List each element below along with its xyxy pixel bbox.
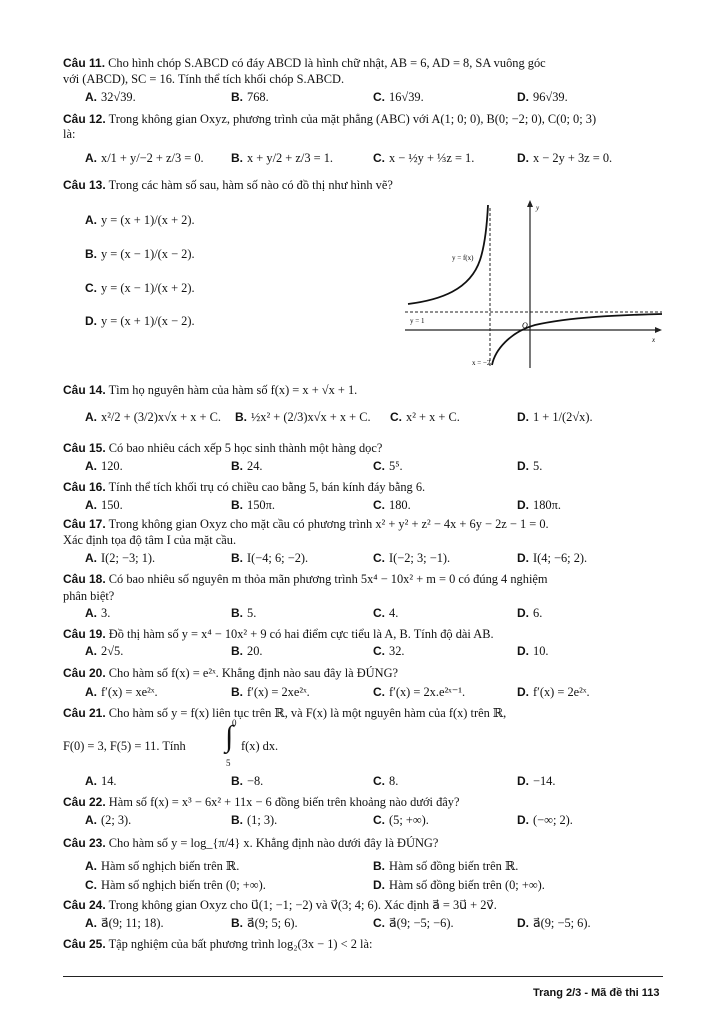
option-b[interactable]: B. 5.: [231, 606, 257, 620]
option-a[interactable]: A. f′(x) = xe²ˣ.: [85, 685, 158, 699]
question-21-line2: [63, 739, 685, 754]
asymptote-h-label: y = 1: [410, 317, 425, 325]
option-b[interactable]: B. (1; 3).: [231, 813, 278, 827]
question-label: Câu 14.: [63, 383, 106, 397]
question-22: [63, 795, 685, 810]
question-12-line2: [63, 127, 685, 142]
option-b[interactable]: B. Hàm số đồng biến trên ℝ.: [373, 859, 519, 873]
origin-label: O: [522, 321, 528, 330]
question-18-options: [85, 606, 695, 622]
question-12: [63, 112, 685, 127]
question-24: [63, 898, 685, 913]
integral-lower-bound: 5: [226, 758, 231, 768]
question-text: Cho hàm số y = f(x) liên tục trên ℝ, và F(x) là một nguyên hàm của f(x) trên ℝ,: [108, 706, 507, 720]
x-axis-label: x: [652, 336, 656, 344]
question-11-options: [85, 90, 695, 106]
graph-left-branch: [408, 205, 488, 304]
question-text: phân biệt?: [63, 589, 115, 603]
option-b[interactable]: B. a⃗(9; 5; 6).: [231, 916, 298, 930]
question-16: [63, 480, 685, 495]
question-15: [63, 441, 685, 456]
question-text: Cho hình chóp S.ABCD có đáy ABCD là hình chữ nhật, AB = 6, AD = 8, SA vuông góc: [108, 56, 546, 70]
question-label: Câu 23.: [63, 836, 106, 850]
question-label: Câu 20.: [63, 666, 106, 680]
option-a[interactable]: A. (2; 3).: [85, 813, 132, 827]
option-c[interactable]: C. 5⁵.: [373, 459, 403, 473]
function-graph: [400, 200, 665, 370]
curve-label: y = f(x): [452, 254, 474, 262]
question-label: Câu 25.: [63, 937, 106, 951]
option-d[interactable]: D. 6.: [517, 606, 543, 620]
integral-expression: f(x) dx.: [241, 739, 279, 753]
option-b[interactable]: B. 768.: [231, 90, 269, 104]
option-a[interactable]: A. 150.: [85, 498, 123, 512]
question-text: Tập nghiệm của bất phương trình log₂(3x − 1) < 2 là:: [108, 937, 373, 951]
option-d[interactable]: D. a⃗(9; −5; 6).: [517, 916, 591, 930]
asymptote-v-label: x = −2: [472, 359, 491, 367]
option-d[interactable]: D. Hàm số đồng biến trên (0; +∞).: [373, 878, 545, 892]
question-text: Trong không gian Oxyz, phương trình của mặt phẳng (ABC) với A(1; 0; 0), B(0; −2; 0), C(0; 0; 3): [108, 112, 597, 126]
question-14: [63, 383, 685, 398]
question-label: Câu 19.: [63, 627, 106, 641]
option-c[interactable]: C. a⃗(9; −5; −6).: [373, 916, 454, 930]
option-d[interactable]: D. x − 2y + 3z = 0.: [517, 151, 613, 165]
option-d[interactable]: D. 96√39.: [517, 90, 568, 104]
option-a[interactable]: A. 2√5.: [85, 644, 124, 658]
option-a[interactable]: A. 14.: [85, 774, 117, 788]
option-a[interactable]: A. 32√39.: [85, 90, 136, 104]
option-a[interactable]: A. y = (x + 1)/(x + 2).: [85, 213, 195, 227]
option-c[interactable]: C. 8.: [373, 774, 399, 788]
question-18: [63, 572, 685, 587]
question-text: Hàm số f(x) = x³ − 6x² + 11x − 6 đồng biến trên khoảng nào dưới đây?: [108, 795, 460, 809]
option-b[interactable]: B. 20.: [231, 644, 263, 658]
option-d[interactable]: D. I(4; −6; 2).: [517, 551, 588, 565]
option-c[interactable]: C. I(−2; 3; −1).: [373, 551, 451, 565]
option-b[interactable]: B. 150π.: [231, 498, 275, 512]
option-b[interactable]: B. x + y/2 + z/3 = 1.: [231, 151, 334, 165]
question-text: Cho hàm số y = log_{π/4} x. Khẳng định nào dưới đây là ĐÚNG?: [108, 836, 439, 850]
question-text: Trong không gian Oxyz cho mặt cầu có phương trình x² + y² + z² − 4x + 6y − 2z − 1 = 0.: [108, 517, 549, 531]
question-11: [63, 56, 685, 71]
option-d[interactable]: D. 10.: [517, 644, 549, 658]
question-label: Câu 16.: [63, 480, 106, 494]
question-label: Câu 11.: [63, 56, 106, 70]
x-axis-arrow: [655, 327, 662, 333]
question-23-options-row1: [85, 859, 695, 875]
question-label: Câu 24.: [63, 898, 106, 912]
question-24-options: [85, 916, 695, 932]
question-19-options: [85, 644, 695, 660]
question-18-line2: [63, 589, 685, 604]
question-22-options: [85, 813, 695, 829]
option-c[interactable]: C. 4.: [373, 606, 399, 620]
option-d[interactable]: D. y = (x + 1)/(x − 2).: [85, 314, 195, 328]
question-text: Tìm họ nguyên hàm của hàm số f(x) = x + √x + 1.: [108, 383, 358, 397]
question-label: Câu 17.: [63, 517, 106, 531]
question-text: Trong không gian Oxyz cho u⃗(1; −1; −2) và v⃗(3; 4; 6). Xác định a⃗ = 3u⃗ + 2v⃗.: [108, 898, 497, 912]
graph-right-branch: [492, 314, 662, 365]
option-a[interactable]: A. 120.: [85, 459, 123, 473]
option-a[interactable]: A. x/1 + y/−2 + z/3 = 0.: [85, 151, 204, 165]
question-text: là:: [63, 127, 76, 141]
option-b[interactable]: B. I(−4; 6; −2).: [231, 551, 309, 565]
question-20-options: [85, 685, 695, 701]
question-label: Câu 12.: [63, 112, 106, 126]
question-11-line2: [63, 72, 685, 87]
option-c[interactable]: C. f′(x) = 2x.e²ˣ⁻¹.: [373, 685, 466, 699]
option-c[interactable]: C. x − ½y + ⅓z = 1.: [373, 151, 475, 165]
question-19: [63, 627, 685, 642]
question-text: F(0) = 3, F(5) = 11. Tính: [63, 739, 186, 753]
question-21: [63, 706, 685, 721]
integral-symbol: ∫: [225, 720, 234, 753]
question-label: Câu 15.: [63, 441, 106, 455]
option-d[interactable]: D. (−∞; 2).: [517, 813, 573, 827]
option-c[interactable]: C. Hàm số nghịch biến trên (0; +∞).: [85, 878, 266, 892]
question-text: Tính thể tích khối trụ có chiều cao bằng 5, bán kính đáy bằng 6.: [108, 480, 426, 494]
question-label: Câu 18.: [63, 572, 106, 586]
question-12-options: [85, 151, 695, 167]
option-a[interactable]: A. I(2; −3; 1).: [85, 551, 156, 565]
option-a[interactable]: A. 3.: [85, 606, 111, 620]
question-text: Cho hàm số f(x) = e²ˣ. Khẳng định nào sau đây là ĐÚNG?: [108, 666, 399, 680]
option-d[interactable]: D. 180π.: [517, 498, 561, 512]
question-text: với (ABCD), SC = 16. Tính thể tích khối chóp S.ABCD.: [63, 72, 345, 86]
footer-divider: [63, 976, 663, 977]
y-axis-label: y: [536, 204, 540, 212]
question-17: [63, 517, 685, 532]
option-d[interactable]: D. −14.: [517, 774, 556, 788]
question-23-options-row2: [85, 878, 695, 894]
option-c[interactable]: C. 32.: [373, 644, 405, 658]
option-a[interactable]: A. Hàm số nghịch biến trên ℝ.: [85, 859, 240, 873]
question-text: Có bao nhiêu số nguyên m thỏa mãn phương trình 5x⁴ − 10x² + m = 0 có đúng 4 nghiệm: [108, 572, 548, 586]
question-13: [63, 178, 685, 193]
option-c[interactable]: C. y = (x − 1)/(x + 2).: [85, 281, 195, 295]
option-d[interactable]: D. 1 + 1/(2√x).: [517, 410, 593, 424]
option-c[interactable]: C. 16√39.: [373, 90, 424, 104]
question-label: Câu 13.: [63, 178, 106, 192]
option-d[interactable]: D. 5.: [517, 459, 543, 473]
question-17-options: [85, 551, 695, 567]
option-c[interactable]: C. (5; +∞).: [373, 813, 429, 827]
question-text: Có bao nhiêu cách xếp 5 học sinh thành một hàng dọc?: [108, 441, 383, 455]
question-label: Câu 22.: [63, 795, 106, 809]
question-23: [63, 836, 685, 851]
question-14-options: [85, 410, 695, 426]
question-21-options: [85, 774, 695, 790]
option-c[interactable]: C. 180.: [373, 498, 411, 512]
integral-upper-bound: 0: [232, 718, 237, 728]
question-20: [63, 666, 685, 681]
question-text: Trong các hàm số sau, hàm số nào có đồ thị như hình vẽ?: [108, 178, 393, 192]
question-text: Đồ thị hàm số y = x⁴ − 10x² + 9 có hai điểm cực tiểu là A, B. Tính độ dài AB.: [108, 627, 494, 641]
question-15-options: [85, 459, 695, 475]
question-17-line2: [63, 533, 685, 548]
question-16-options: [85, 498, 695, 514]
option-a[interactable]: A. x²/2 + (3/2)x√x + x + C.: [85, 410, 221, 424]
option-b[interactable]: B. f′(x) = 2xe²ˣ.: [231, 685, 310, 699]
option-b[interactable]: B. ½x² + (2/3)x√x + x + C.: [235, 410, 371, 424]
question-label: Câu 21.: [63, 706, 106, 720]
page-footer: Trang 2/3 - Mã đề thi 113: [533, 987, 660, 999]
question-text: Xác định tọa độ tâm I của mặt cầu.: [63, 533, 237, 547]
option-d[interactable]: D. f′(x) = 2e²ˣ.: [517, 685, 590, 699]
option-b[interactable]: B. −8.: [231, 774, 264, 788]
option-b[interactable]: B. 24.: [231, 459, 263, 473]
option-b[interactable]: B. y = (x − 1)/(x − 2).: [85, 247, 195, 261]
option-c[interactable]: C. x² + x + C.: [390, 410, 460, 424]
option-a[interactable]: A. a⃗(9; 11; 18).: [85, 916, 164, 930]
question-25: [63, 937, 685, 952]
y-axis-arrow: [527, 200, 533, 207]
